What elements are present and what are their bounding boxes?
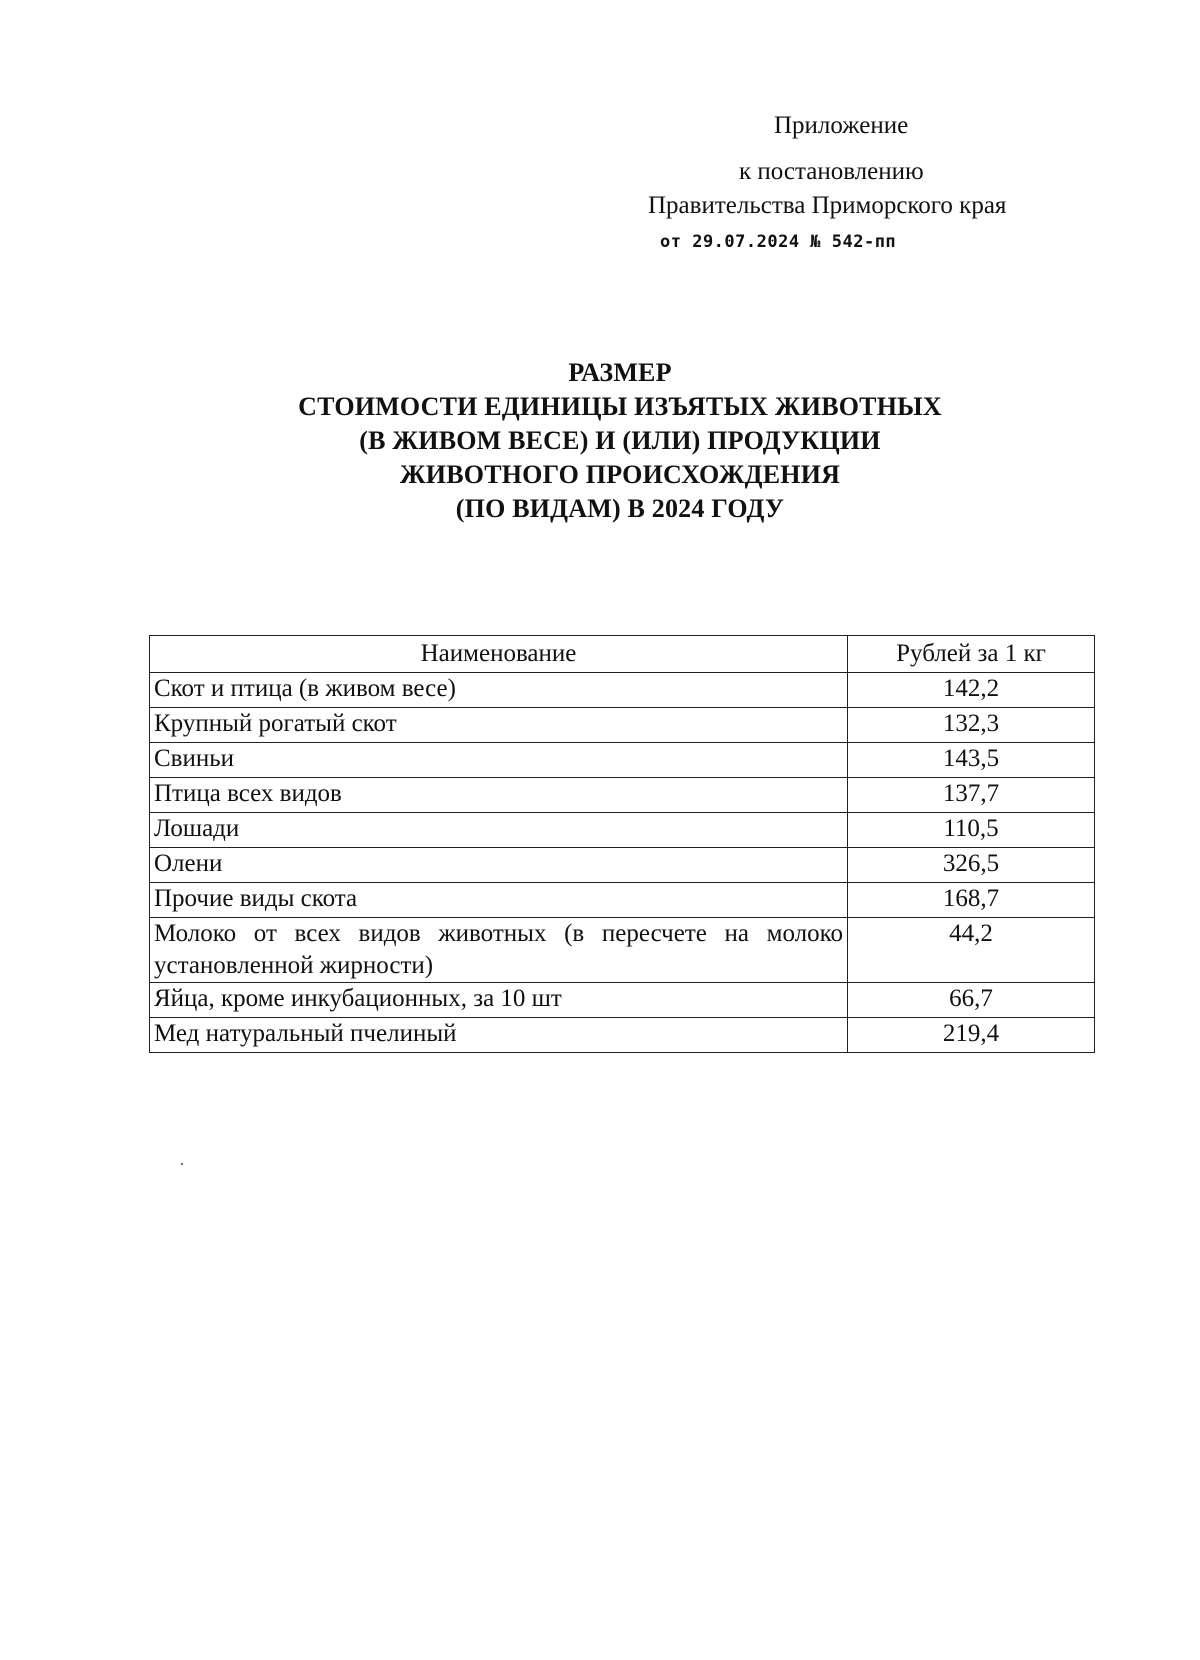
table-row bbox=[150, 708, 1095, 743]
row-value: 137,7 bbox=[848, 778, 1095, 813]
header-name: Наименование bbox=[150, 636, 848, 673]
table-row bbox=[150, 743, 1095, 778]
row-name: Крупный рогатый скот bbox=[150, 708, 848, 743]
row-name: Мед натуральный пчелиный bbox=[150, 1018, 848, 1053]
table-row bbox=[150, 813, 1095, 848]
header-price: Рублей за 1 кг bbox=[848, 636, 1095, 673]
table-row bbox=[150, 983, 1095, 1018]
table-row bbox=[150, 848, 1095, 883]
appendix-date-number: от 29.07.2024 № 542-пп bbox=[660, 232, 897, 252]
row-name: Молоко от всех видов животных (в пересчете на молоко установленной жирности) bbox=[150, 918, 848, 983]
row-value: 168,7 bbox=[848, 883, 1095, 918]
scan-speck bbox=[181, 1163, 183, 1165]
row-value: 142,2 bbox=[848, 673, 1095, 708]
document-title-line: РАЗМЕР bbox=[568, 358, 672, 387]
row-name: Прочие виды скота bbox=[150, 883, 848, 918]
row-value: 143,5 bbox=[848, 743, 1095, 778]
document-title-line: (ПО ВИДАМ) В 2024 ГОДУ bbox=[455, 494, 785, 523]
table-row bbox=[150, 673, 1095, 708]
table-row bbox=[150, 1018, 1095, 1053]
appendix-title: Приложение bbox=[774, 112, 909, 139]
row-name: Лошади bbox=[150, 813, 848, 848]
document-title-line: (В ЖИВОМ ВЕСЕ) И (ИЛИ) ПРОДУКЦИИ bbox=[359, 426, 881, 455]
document-title-line: ЖИВОТНОГО ПРОИСХОЖДЕНИЯ bbox=[399, 460, 841, 489]
table-row bbox=[150, 778, 1095, 813]
row-value: 219,4 bbox=[848, 1018, 1095, 1053]
appendix-authority-line: Правительства Приморского края bbox=[648, 192, 1007, 219]
row-value: 326,5 bbox=[848, 848, 1095, 883]
price-table bbox=[149, 635, 1095, 1053]
appendix-reference-line: к постановлению bbox=[739, 158, 924, 185]
row-value: 110,5 bbox=[848, 813, 1095, 848]
row-value: 44,2 bbox=[848, 918, 1095, 983]
table-row bbox=[150, 918, 1095, 983]
row-name: Птица всех видов bbox=[150, 778, 848, 813]
row-value: 66,7 bbox=[848, 983, 1095, 1018]
row-name: Свиньи bbox=[150, 743, 848, 778]
row-name: Олени bbox=[150, 848, 848, 883]
row-name: Яйца, кроме инкубационных, за 10 шт bbox=[150, 983, 848, 1018]
row-name: Скот и птица (в живом весе) bbox=[150, 673, 848, 708]
table-header-row bbox=[150, 636, 1095, 673]
document-title bbox=[150, 356, 1090, 526]
table-row bbox=[150, 883, 1095, 918]
document-title-line: СТОИМОСТИ ЕДИНИЦЫ ИЗЪЯТЫХ ЖИВОТНЫХ bbox=[298, 392, 942, 421]
row-value: 132,3 bbox=[848, 708, 1095, 743]
